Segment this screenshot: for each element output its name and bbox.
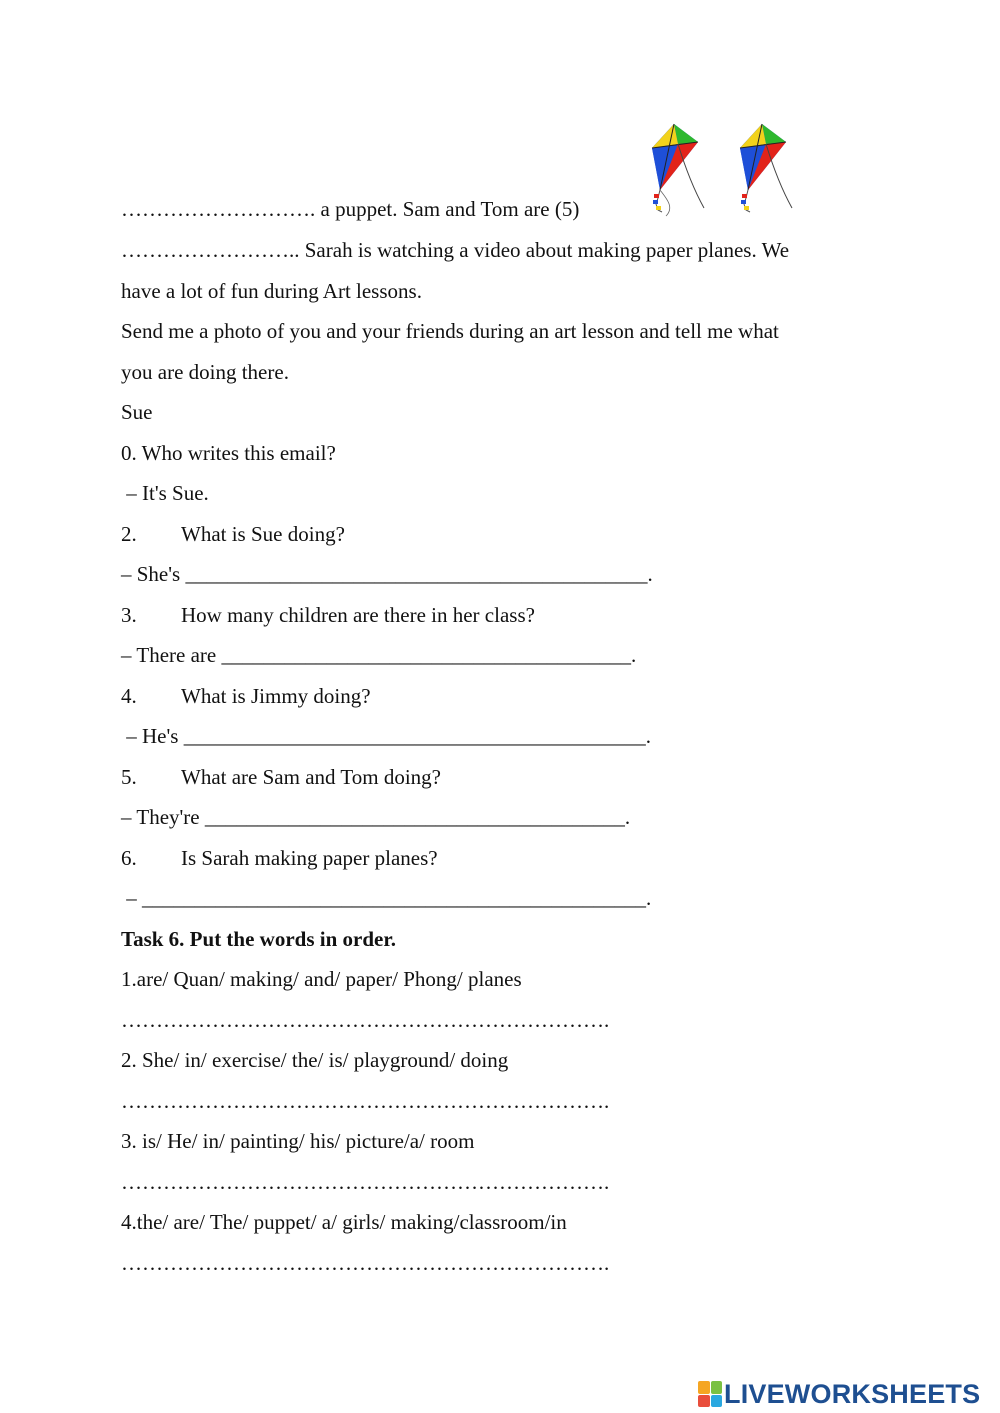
- question-text: Is Sarah making paper planes?: [181, 846, 438, 870]
- logo-mark-icon: [698, 1381, 722, 1407]
- question-text: What is Sue doing?: [181, 522, 345, 546]
- answer-blank-5[interactable]: – They're ________________________________________.: [121, 805, 631, 829]
- logo-text: LIVEWORKSHEETS: [724, 1378, 981, 1409]
- email-line-4: Send me a photo of you and your friends during an art lesson and tell me what: [121, 319, 779, 343]
- question-number: 4.: [121, 684, 137, 708]
- question-number: 6.: [121, 846, 137, 870]
- task6-prompt-4: 4.the/ are/ The/ puppet/ a/ girls/ making/classroom/in: [121, 1210, 567, 1234]
- answer-blank-3[interactable]: – There are _______________________________________.: [121, 643, 637, 667]
- example-answer: – It's Sue.: [121, 481, 209, 505]
- kite-icon: [740, 124, 792, 212]
- email-line-2: …………………….. Sarah is watching a video about making paper planes. We: [121, 238, 790, 262]
- question-number: 5.: [121, 765, 137, 789]
- question-4: [121, 683, 371, 709]
- question-text: What is Jimmy doing?: [181, 684, 371, 708]
- task6-prompt-3: 3. is/ He/ in/ painting/ his/ picture/a/ room: [121, 1129, 475, 1153]
- example-question: 0. Who writes this email?: [121, 441, 336, 465]
- question-2: [121, 521, 345, 547]
- question-6: [121, 845, 438, 871]
- email-line-5: you are doing there.: [121, 360, 289, 384]
- kite-icon: [652, 124, 704, 216]
- answer-blank-2[interactable]: – She's ____________________________________________.: [121, 562, 653, 586]
- task6-answer-3[interactable]: …………………………………………………………….: [121, 1170, 610, 1194]
- question-text: What are Sam and Tom doing?: [181, 765, 441, 789]
- kites-illustration: [638, 120, 808, 220]
- question-number: 2.: [121, 522, 137, 546]
- question-3: [121, 602, 535, 628]
- email-signature: Sue: [121, 400, 153, 424]
- answer-blank-6[interactable]: – ________________________________________________.: [121, 886, 652, 910]
- question-number: 3.: [121, 603, 137, 627]
- liveworksheets-logo: [698, 1378, 980, 1410]
- task6-prompt-2: 2. She/ in/ exercise/ the/ is/ playground/ doing: [121, 1048, 509, 1072]
- email-line-1: ………………………. a puppet. Sam and Tom are (5): [121, 197, 580, 221]
- question-text: How many children are there in her class?: [181, 603, 535, 627]
- task6-answer-4[interactable]: …………………………………………………………….: [121, 1251, 610, 1275]
- task6-answer-1[interactable]: …………………………………………………………….: [121, 1008, 610, 1032]
- task6-prompt-1: 1.are/ Quan/ making/ and/ paper/ Phong/ planes: [121, 967, 522, 991]
- task6-title: Task 6. Put the words in order.: [121, 927, 396, 951]
- question-5: [121, 764, 441, 790]
- answer-blank-4[interactable]: – He's ____________________________________________.: [121, 724, 651, 748]
- task6-answer-2[interactable]: …………………………………………………………….: [121, 1089, 610, 1113]
- email-line-3: have a lot of fun during Art lessons.: [121, 279, 422, 303]
